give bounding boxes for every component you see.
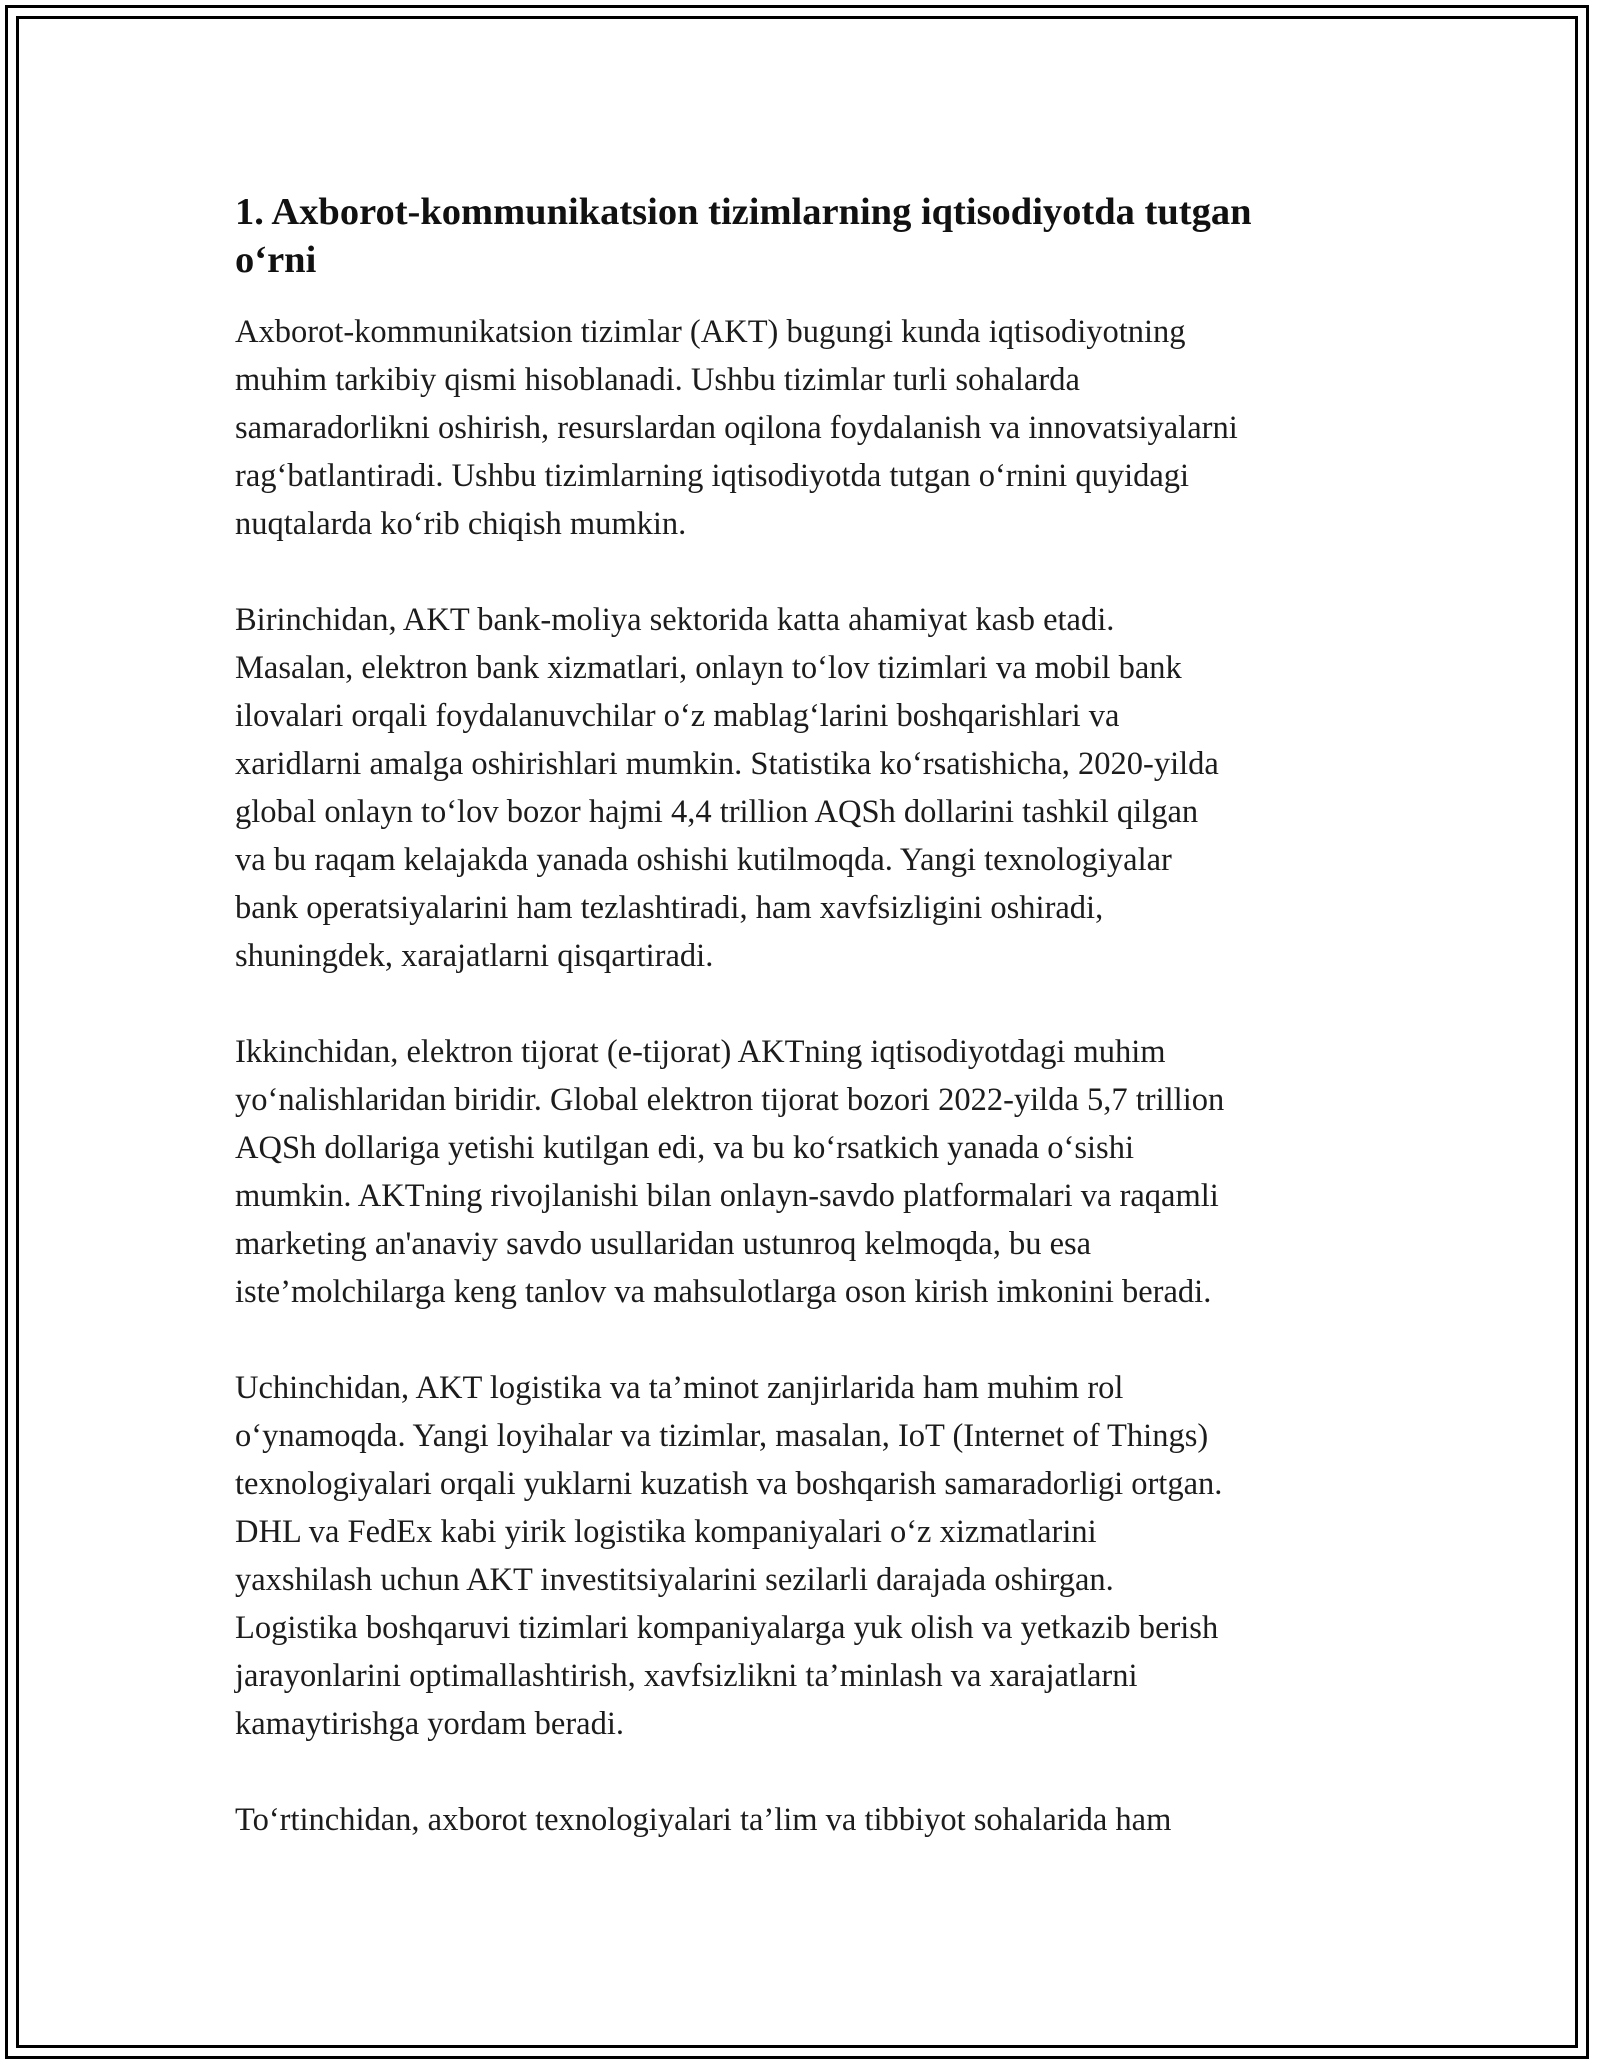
text-line: o‘ynamoqda. Yangi loyihalar va tizimlar, masalan, IoT (Internet of Things) <box>235 1418 1209 1454</box>
text-line: Uchinchidan, AKT logistika va ta’minot zanjirlarida ham muhim rol <box>235 1370 1124 1406</box>
text-line: To‘rtinchidan, axborot texnologiyalari ta’lim va tibbiyot sohalarida ham <box>235 1802 1172 1838</box>
text-line: Ikkinchidan, elektron tijorat (e-tijorat) AKTning iqtisodiyotdagi muhim <box>235 1034 1166 1070</box>
text-line: bank operatsiyalarini ham tezlashtiradi, ham xavfsizligini oshiradi, <box>235 890 1104 926</box>
text-line: shuningdek, xarajatlarni qisqartiradi. <box>235 938 714 974</box>
text-line: muhim tarkibiy qismi hisoblanadi. Ushbu tizimlar turli sohalarda <box>235 362 1080 398</box>
paragraph-third <box>235 1364 1385 1748</box>
text-line: xaridlarni amalga oshirishlari mumkin. Statistika ko‘rsatishicha, 2020-yilda <box>235 746 1219 782</box>
text-line: yo‘nalishlaridan biridir. Global elektron tijorat bozori 2022-yilda 5,7 trillion <box>235 1082 1225 1118</box>
paragraph-intro <box>235 308 1385 548</box>
text-line: marketing an'anaviy savdo usullaridan ustunroq kelmoqda, bu esa <box>235 1226 1092 1262</box>
text-line: kamaytirishga yordam beradi. <box>235 1706 624 1742</box>
text-line: texnologiyalari orqali yuklarni kuzatish va boshqarish samaradorligi ortgan. <box>235 1466 1223 1502</box>
text-line: jarayonlarini optimallashtirish, xavfsizlikni ta’minlash va xarajatlarni <box>235 1658 1138 1694</box>
text-line: yaxshilash uchun AKT investitsiyalarini sezilarli darajada oshirgan. <box>235 1562 1114 1598</box>
text-line: global onlayn to‘lov bozor hajmi 4,4 trillion AQSh dollarini tashkil qilgan <box>235 794 1199 830</box>
paragraph-fourth <box>235 1796 1385 1844</box>
text-line: ilovalari orqali foydalanuvchilar o‘z mablag‘larini boshqarishlari va <box>235 698 1120 734</box>
document-body <box>235 188 1385 1892</box>
heading-line: 1. Axborot-kommunikatsion tizimlarning iqtisodiyotda tutgan <box>235 191 1252 233</box>
text-line: iste’molchilarga keng tanlov va mahsulotlarga oson kirish imkonini beradi. <box>235 1274 1212 1310</box>
text-line: Logistika boshqaruvi tizimlari kompaniyalarga yuk olish va yetkazib berish <box>235 1610 1219 1646</box>
heading-line: o‘rni <box>235 239 317 281</box>
text-line: AQSh dollariga yetishi kutilgan edi, va bu ko‘rsatkich yanada o‘sishi <box>235 1130 1134 1166</box>
text-line: Axborot-kommunikatsion tizimlar (AKT) bugungi kunda iqtisodiyotning <box>235 314 1186 350</box>
paragraph-first <box>235 596 1385 980</box>
text-line: DHL va FedEx kabi yirik logistika kompaniyalari o‘z xizmatlarini <box>235 1514 1097 1550</box>
paragraph-second <box>235 1028 1385 1316</box>
text-line: mumkin. AKTning rivojlanishi bilan onlayn-savdo platformalari va raqamli <box>235 1178 1219 1214</box>
text-line: Birinchidan, AKT bank-moliya sektorida katta ahamiyat kasb etadi. <box>235 602 1115 638</box>
text-line: Masalan, elektron bank xizmatlari, onlayn to‘lov tizimlari va mobil bank <box>235 650 1182 686</box>
section-heading <box>235 188 1385 284</box>
text-line: nuqtalarda ko‘rib chiqish mumkin. <box>235 506 687 542</box>
text-line: va bu raqam kelajakda yanada oshishi kutilmoqda. Yangi texnologiyalar <box>235 842 1172 878</box>
text-line: rag‘batlantiradi. Ushbu tizimlarning iqtisodiyotda tutgan o‘rnini quyidagi <box>235 458 1190 494</box>
text-line: samaradorlikni oshirish, resurslardan oqilona foydalanish va innovatsiyalarni <box>235 410 1238 446</box>
